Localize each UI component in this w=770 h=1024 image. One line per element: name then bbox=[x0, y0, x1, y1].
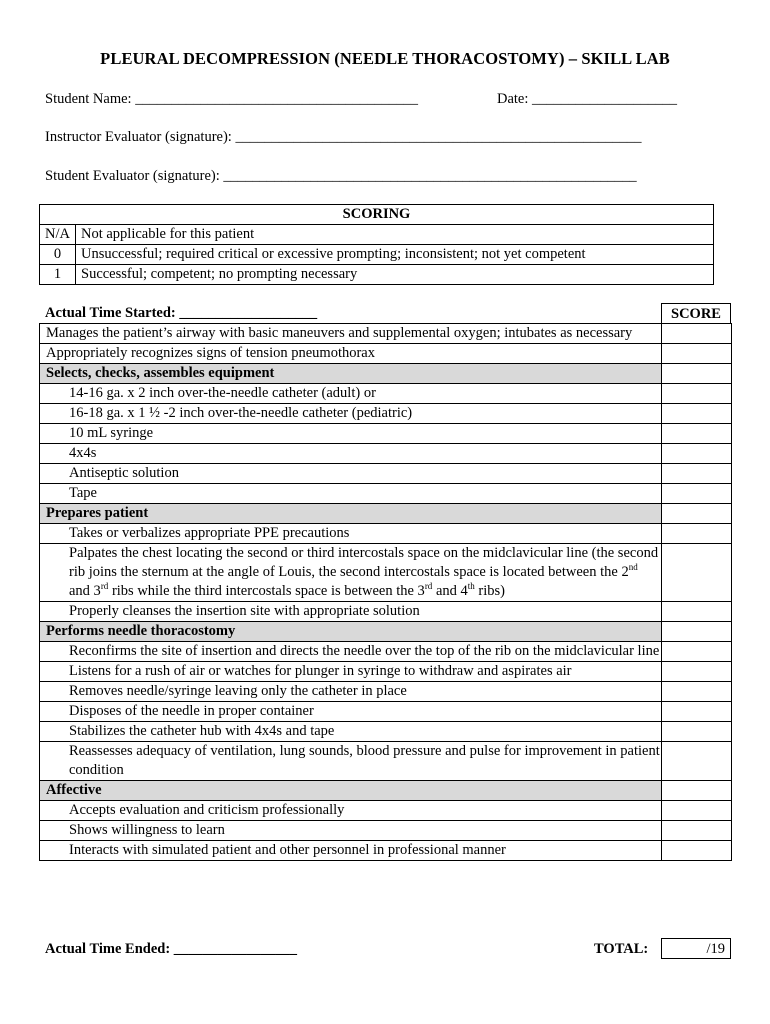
superscript: rd bbox=[100, 581, 109, 592]
score-cell[interactable] bbox=[662, 622, 732, 642]
skill-description: 16-18 ga. x 1 ½ -2 inch over-the-needle catheter (pediatric) bbox=[40, 404, 662, 424]
score-cell[interactable] bbox=[662, 444, 732, 464]
skill-description: Disposes of the needle in proper container bbox=[40, 702, 662, 722]
text-part: Palpates the chest locating the second or third intercostals space on the midclavicular line (the second rib joins the sternum at the angle of Louis, the second intercostals space is located between the 2 bbox=[69, 545, 659, 580]
skills-checklist-table bbox=[39, 323, 732, 861]
section-header-row bbox=[40, 364, 732, 384]
scoring-code: 0 bbox=[40, 245, 76, 265]
skill-description: Appropriately recognizes signs of tension pneumothorax bbox=[40, 344, 662, 364]
section-title: Prepares patient bbox=[40, 504, 662, 524]
date-field[interactable]: Date: ____________________ bbox=[497, 91, 678, 107]
skill-description: Reassesses adequacy of ventilation, lung sounds, blood pressure and pulse for improvement in patient condition bbox=[40, 742, 662, 781]
skill-description: Tape bbox=[40, 484, 662, 504]
total-score-box[interactable]: /19 bbox=[661, 938, 731, 959]
skill-row bbox=[40, 682, 732, 702]
skill-row bbox=[40, 544, 732, 602]
skill-row bbox=[40, 821, 732, 841]
skill-description: Accepts evaluation and criticism professionally bbox=[40, 801, 662, 821]
skill-row bbox=[40, 344, 732, 364]
score-cell[interactable] bbox=[662, 781, 732, 801]
score-cell[interactable] bbox=[662, 602, 732, 622]
superscript: rd bbox=[424, 581, 433, 592]
score-cell[interactable] bbox=[662, 722, 732, 742]
score-column-header: SCORE bbox=[661, 303, 731, 323]
skill-description: 4x4s bbox=[40, 444, 662, 464]
instructor-signature-field[interactable]: Instructor Evaluator (signature): ________________________________________________________ bbox=[45, 129, 642, 145]
time-started-field[interactable]: Actual Time Started: ___________________ bbox=[45, 305, 318, 321]
page-title: PLEURAL DECOMPRESSION (NEEDLE THORACOSTOMY) – SKILL LAB bbox=[100, 49, 670, 68]
text-part: and 4 bbox=[432, 583, 468, 599]
score-cell[interactable] bbox=[662, 662, 732, 682]
score-cell[interactable] bbox=[662, 682, 732, 702]
section-header-row bbox=[40, 504, 732, 524]
skill-description: Reconfirms the site of insertion and directs the needle over the top of the rib on the midclavicular line bbox=[40, 642, 662, 662]
section-title: Selects, checks, assembles equipment bbox=[40, 364, 662, 384]
skill-description: Antiseptic solution bbox=[40, 464, 662, 484]
skill-row bbox=[40, 602, 732, 622]
superscript: th bbox=[467, 581, 475, 592]
skill-row bbox=[40, 404, 732, 424]
skill-description: Takes or verbalizes appropriate PPE precautions bbox=[40, 524, 662, 544]
skill-row bbox=[40, 742, 732, 781]
scoring-description: Successful; competent; no prompting necessary bbox=[76, 265, 714, 285]
score-cell[interactable] bbox=[662, 404, 732, 424]
skill-row bbox=[40, 841, 732, 861]
score-cell[interactable] bbox=[662, 364, 732, 384]
skill-row bbox=[40, 642, 732, 662]
total-label: TOTAL: bbox=[594, 941, 649, 957]
score-cell[interactable] bbox=[662, 524, 732, 544]
score-cell[interactable] bbox=[662, 801, 732, 821]
skill-description: 10 mL syringe bbox=[40, 424, 662, 444]
skill-description: Removes needle/syringe leaving only the catheter in place bbox=[40, 682, 662, 702]
text-part: and 3 bbox=[69, 583, 101, 599]
skill-row bbox=[40, 662, 732, 682]
score-cell[interactable] bbox=[662, 742, 732, 781]
student-evaluator-signature-field[interactable]: Student Evaluator (signature): _________________________________________________________ bbox=[45, 168, 637, 184]
score-cell[interactable] bbox=[662, 504, 732, 524]
text-part: ribs while the third intercostals space is between the 3 bbox=[108, 583, 425, 599]
student-name-field[interactable]: Student Name: _______________________________________ bbox=[45, 91, 418, 107]
score-cell[interactable] bbox=[662, 324, 732, 344]
section-title: Affective bbox=[40, 781, 662, 801]
skill-description: Interacts with simulated patient and other personnel in professional manner bbox=[40, 841, 662, 861]
score-cell[interactable] bbox=[662, 484, 732, 504]
score-cell[interactable] bbox=[662, 841, 732, 861]
skill-row bbox=[40, 722, 732, 742]
skill-row bbox=[40, 801, 732, 821]
score-cell[interactable] bbox=[662, 544, 732, 602]
skill-row bbox=[40, 464, 732, 484]
skill-description bbox=[40, 544, 662, 602]
scoring-code: 1 bbox=[40, 265, 76, 285]
skill-description: Shows willingness to learn bbox=[40, 821, 662, 841]
scoring-description: Unsuccessful; required critical or excessive prompting; inconsistent; not yet competent bbox=[76, 245, 714, 265]
score-cell[interactable] bbox=[662, 344, 732, 364]
skill-row bbox=[40, 524, 732, 544]
skill-description: Manages the patient’s airway with basic maneuvers and supplemental oxygen; intubates as necessary bbox=[40, 324, 662, 344]
skill-description: 14-16 ga. x 2 inch over-the-needle catheter (adult) or bbox=[40, 384, 662, 404]
score-cell[interactable] bbox=[662, 821, 732, 841]
scoring-heading: SCORING bbox=[40, 205, 714, 225]
score-cell[interactable] bbox=[662, 424, 732, 444]
skill-row bbox=[40, 484, 732, 504]
section-title: Performs needle thoracostomy bbox=[40, 622, 662, 642]
time-ended-field[interactable]: Actual Time Ended: _________________ bbox=[45, 941, 298, 957]
skill-row bbox=[40, 324, 732, 344]
scoring-code: N/A bbox=[40, 225, 76, 245]
text-part: ribs) bbox=[474, 583, 505, 599]
score-cell[interactable] bbox=[662, 642, 732, 662]
scoring-description: Not applicable for this patient bbox=[76, 225, 714, 245]
score-cell[interactable] bbox=[662, 464, 732, 484]
scoring-table bbox=[39, 204, 714, 285]
section-header-row bbox=[40, 781, 732, 801]
skill-row bbox=[40, 702, 732, 722]
score-cell[interactable] bbox=[662, 384, 732, 404]
skill-description: Listens for a rush of air or watches for plunger in syringe to withdraw and aspirates air bbox=[40, 662, 662, 682]
skill-description: Stabilizes the catheter hub with 4x4s and tape bbox=[40, 722, 662, 742]
superscript: nd bbox=[628, 562, 638, 573]
score-cell[interactable] bbox=[662, 702, 732, 722]
skill-row bbox=[40, 424, 732, 444]
section-header-row bbox=[40, 622, 732, 642]
skill-description: Properly cleanses the insertion site with appropriate solution bbox=[40, 602, 662, 622]
skill-row bbox=[40, 444, 732, 464]
skill-row bbox=[40, 384, 732, 404]
